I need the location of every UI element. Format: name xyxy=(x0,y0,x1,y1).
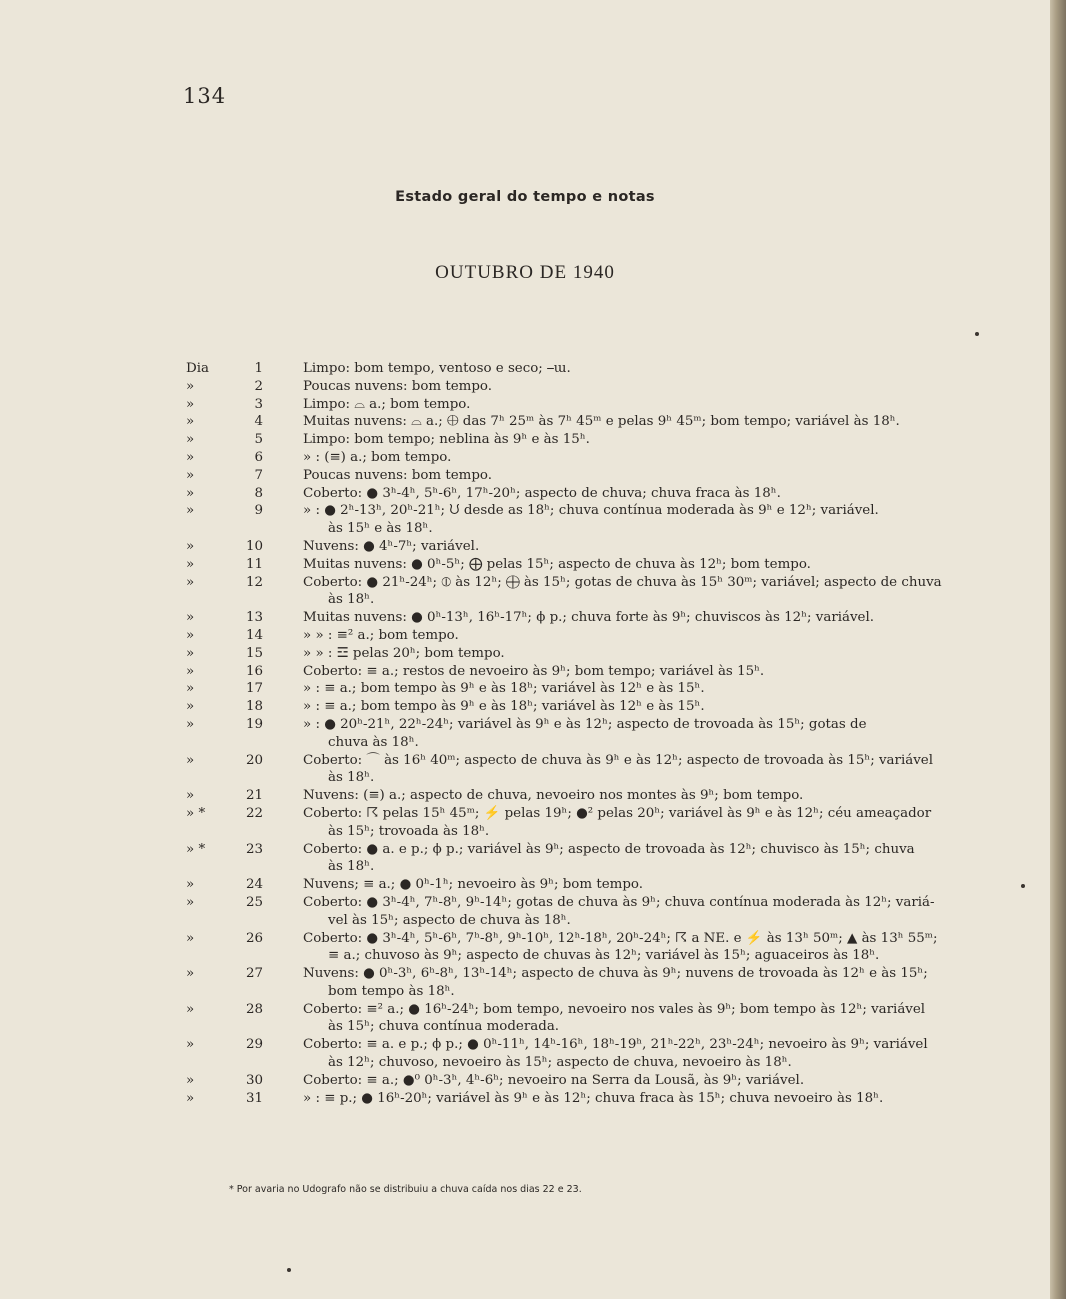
ditto-mark: » xyxy=(186,432,195,448)
ditto-mark: » xyxy=(186,1072,195,1088)
entry-text xyxy=(303,805,963,841)
entry-continuation: vel às 15ʰ; aspecto de chuva às 18ʰ. xyxy=(328,912,571,928)
ditto-mark: » xyxy=(186,1090,195,1106)
list-item xyxy=(0,431,1050,449)
ditto-mark: » xyxy=(186,752,195,768)
footnote: * Por avaria no Udografo não se distribuiu a chuva caída nos dias 22 e 23. xyxy=(229,1184,582,1195)
list-item xyxy=(0,556,1050,574)
entry-line: Coberto: ≡ a.; ●⁰ 0ʰ-3ʰ, 4ʰ-6ʰ; nevoeiro na Serra da Lousã, às 9ʰ; variável. xyxy=(303,1072,805,1088)
list-item xyxy=(0,360,1050,378)
ditto-mark: » xyxy=(186,467,195,483)
entry-line: » » : ≡² a.; bom tempo. xyxy=(303,627,459,643)
list-item xyxy=(0,787,1050,805)
ditto-mark: » xyxy=(186,716,195,732)
ditto-mark: » xyxy=(186,485,195,501)
list-item xyxy=(0,1036,1050,1072)
list-item xyxy=(0,627,1050,645)
list-item xyxy=(0,680,1050,698)
entry-text xyxy=(303,609,963,627)
entry-line: Poucas nuvens: bom tempo. xyxy=(303,467,493,483)
entry-line: Muitas nuvens: ● 0ʰ-13ʰ, 16ʰ-17ʰ; ϕ p.; chuva forte às 9ʰ; chuviscos às 12ʰ; variável. xyxy=(303,610,875,626)
entry-line: Coberto: ☈ pelas 15ʰ 45ᵐ; ⚡ pelas 19ʰ; ●² pelas 20ʰ; variável às 9ʰ e às 12ʰ; céu ameaçador xyxy=(303,805,932,821)
list-item xyxy=(0,467,1050,485)
ditto-mark: » xyxy=(186,1037,195,1053)
ink-speck xyxy=(975,332,979,336)
ditto-mark: » xyxy=(186,503,195,519)
ditto-mark: » xyxy=(186,966,195,982)
entry-line: Nuvens: (≡) a.; aspecto de chuva, nevoeiro nos montes às 9ʰ; bom tempo. xyxy=(303,788,804,804)
entry-line: Muitas nuvens: ● 0ʰ-5ʰ; ⨁ pelas 15ʰ; aspecto de chuva às 12ʰ; bom tempo. xyxy=(303,556,811,572)
entry-line: Coberto: ● a. e p.; ϕ p.; variável às 9ʰ; aspecto de trovoada às 12ʰ; chuvisco às 15ʰ; chuva xyxy=(303,841,915,857)
list-item xyxy=(0,574,1050,610)
entry-text xyxy=(303,752,963,788)
ditto-mark: » xyxy=(186,788,195,804)
entry-text xyxy=(303,1090,963,1108)
entry-text xyxy=(303,556,963,574)
entry-text xyxy=(303,431,963,449)
entry-line: Coberto: ● 3ʰ-4ʰ, 5ʰ-6ʰ, 7ʰ-8ʰ, 9ʰ-10ʰ, 12ʰ-18ʰ, 20ʰ-24ʰ; ☈ a NE. e ⚡ às 13ʰ 50ᵐ; ▲ às 13ʰ 55ᵐ; xyxy=(303,930,938,946)
entry-line: Limpo: bom tempo, ventoso e seco; ⎯ɯ. xyxy=(303,361,571,376)
day-number: 7 xyxy=(254,467,263,483)
ditto-mark: » xyxy=(186,396,195,412)
ditto-mark: » xyxy=(186,1001,195,1017)
entry-line: Poucas nuvens: bom tempo. xyxy=(303,378,493,394)
day-number: 18 xyxy=(245,699,263,715)
entry-text xyxy=(303,360,963,378)
list-item xyxy=(0,716,1050,752)
entry-continuation: às 15ʰ; chuva contínua moderada. xyxy=(328,1019,560,1035)
entry-text xyxy=(303,930,963,966)
entry-line: Limpo: ⌓ a.; bom tempo. xyxy=(303,396,471,412)
list-item xyxy=(0,485,1050,503)
entry-text xyxy=(303,449,963,467)
entry-line: » : (≡) a.; bom tempo. xyxy=(303,449,452,465)
list-item xyxy=(0,663,1050,681)
ditto-mark: Dia xyxy=(186,361,210,376)
book-spine-shadow xyxy=(1050,0,1066,1299)
entry-line: » : ≡ a.; bom tempo às 9ʰ e às 18ʰ; variável às 12ʰ e às 15ʰ. xyxy=(303,681,705,697)
day-number: 25 xyxy=(245,894,263,910)
ditto-mark: » xyxy=(186,556,195,572)
ditto-mark: » xyxy=(186,645,195,661)
entry-continuation: às 15ʰ e às 18ʰ. xyxy=(328,521,433,537)
entry-text xyxy=(303,502,963,538)
ditto-mark: » xyxy=(186,681,195,697)
entry-text xyxy=(303,716,963,752)
day-number: 14 xyxy=(245,627,263,643)
day-number: 8 xyxy=(254,485,263,501)
list-item xyxy=(0,645,1050,663)
month-heading: OUTUBRO DE 1940 xyxy=(435,262,615,283)
ditto-mark: » xyxy=(186,894,195,910)
list-item xyxy=(0,876,1050,894)
entry-line: Coberto: ≡ a. e p.; ϕ p.; ● 0ʰ-11ʰ, 14ʰ-16ʰ, 18ʰ-19ʰ, 21ʰ-22ʰ, 23ʰ-24ʰ; nevoeiro às 9ʰ; variável xyxy=(303,1037,928,1053)
ditto-mark: » xyxy=(186,414,195,430)
entry-text xyxy=(303,574,963,610)
day-number: 11 xyxy=(245,556,263,572)
entry-text xyxy=(303,485,963,503)
entry-text xyxy=(303,680,963,698)
page-number: 134 xyxy=(183,84,227,108)
entry-text xyxy=(303,965,963,1001)
entry-continuation: às 18ʰ. xyxy=(328,592,375,608)
day-number: 4 xyxy=(254,414,263,430)
entry-text xyxy=(303,894,963,930)
ditto-mark: » xyxy=(186,930,195,946)
entry-text xyxy=(303,876,963,894)
day-number: 1 xyxy=(254,361,263,376)
entry-continuation: chuva às 18ʰ. xyxy=(328,734,419,750)
entry-continuation: às 12ʰ; chuvoso, nevoeiro às 15ʰ; aspecto de chuva, nevoeiro às 18ʰ. xyxy=(328,1055,792,1071)
day-number: 15 xyxy=(245,645,263,661)
ditto-mark: » xyxy=(186,699,195,715)
list-item xyxy=(0,894,1050,930)
entry-line: Coberto: ● 21ʰ-24ʰ; ⦶ às 12ʰ; ⨁ às 15ʰ; gotas de chuva às 15ʰ 30ᵐ; variável; aspecto de chuva xyxy=(303,574,942,590)
ditto-mark: » xyxy=(186,449,195,465)
entry-line: Nuvens: ● 0ʰ-3ʰ, 6ʰ-8ʰ, 13ʰ-14ʰ; aspecto de chuva às 9ʰ; nuvens de trovoada às 12ʰ e às 15ʰ; xyxy=(303,966,928,982)
ditto-mark: » xyxy=(186,627,195,643)
entry-text xyxy=(303,467,963,485)
entry-continuation: às 18ʰ. xyxy=(328,859,375,875)
entry-line: Coberto: ● 3ʰ-4ʰ, 7ʰ-8ʰ, 9ʰ-14ʰ; gotas de chuva às 9ʰ; chuva contínua moderada às 12ʰ; variá- xyxy=(303,894,935,910)
list-item xyxy=(0,1072,1050,1090)
list-item xyxy=(0,1001,1050,1037)
entry-line: Nuvens; ≡ a.; ● 0ʰ-1ʰ; nevoeiro às 9ʰ; bom tempo. xyxy=(303,877,643,893)
entry-line: Nuvens: ● 4ʰ-7ʰ; variável. xyxy=(303,538,480,554)
entry-text xyxy=(303,396,963,414)
ink-speck xyxy=(1021,884,1025,888)
entry-text xyxy=(303,1001,963,1037)
entry-continuation: às 18ʰ. xyxy=(328,770,375,786)
entry-text xyxy=(303,538,963,556)
day-number: 12 xyxy=(245,574,263,590)
entry-line: Coberto: ≡ a.; restos de nevoeiro às 9ʰ; bom tempo; variável às 15ʰ. xyxy=(303,663,765,679)
entry-text xyxy=(303,627,963,645)
ditto-mark: » xyxy=(186,538,195,554)
entry-text xyxy=(303,645,963,663)
day-number: 13 xyxy=(245,610,263,626)
day-number: 10 xyxy=(245,538,263,554)
day-number: 28 xyxy=(245,1001,263,1017)
entry-text xyxy=(303,1072,963,1090)
day-number: 17 xyxy=(245,681,263,697)
day-number: 21 xyxy=(245,788,263,804)
ditto-mark: » xyxy=(186,663,195,679)
entry-text xyxy=(303,841,963,877)
day-number: 24 xyxy=(245,877,263,893)
list-item xyxy=(0,841,1050,877)
ditto-mark: » xyxy=(186,574,195,590)
day-number: 16 xyxy=(245,663,263,679)
entry-line: » : ≡ a.; bom tempo às 9ʰ e às 18ʰ; variável às 12ʰ e às 15ʰ. xyxy=(303,699,705,715)
entry-line: » » : ☲ pelas 20ʰ; bom tempo. xyxy=(303,645,505,661)
entry-line: Coberto: ≡² a.; ● 16ʰ-24ʰ; bom tempo, nevoeiro nos vales às 9ʰ; bom tempo às 12ʰ; variável xyxy=(303,1001,926,1017)
day-number: 19 xyxy=(245,716,263,732)
weather-entries-list xyxy=(0,360,1050,1107)
entry-continuation: ≡ a.; chuvoso às 9ʰ; aspecto de chuvas às 12ʰ; variável às 15ʰ; aguaceiros às 18ʰ. xyxy=(328,948,880,964)
entry-line: Coberto: ⌒ às 16ʰ 40ᵐ; aspecto de chuva às 9ʰ e às 12ʰ; aspecto de trovoada às 15ʰ; variável xyxy=(303,752,933,768)
entry-text xyxy=(303,663,963,681)
list-item xyxy=(0,449,1050,467)
ditto-mark: » xyxy=(186,877,195,893)
day-number: 30 xyxy=(245,1072,263,1088)
list-item xyxy=(0,752,1050,788)
entry-line: » : ● 20ʰ-21ʰ, 22ʰ-24ʰ; variável às 9ʰ e às 12ʰ; aspecto de trovoada às 15ʰ; gotas de xyxy=(303,716,867,732)
day-number: 6 xyxy=(254,449,263,465)
entry-line: Limpo: bom tempo; neblina às 9ʰ e às 15ʰ. xyxy=(303,432,590,448)
entry-line: » : ≡ p.; ● 16ʰ-20ʰ; variável às 9ʰ e às 12ʰ; chuva fraca às 15ʰ; chuva nevoeiro às 18ʰ. xyxy=(303,1090,884,1106)
day-number: 27 xyxy=(245,966,263,982)
list-item xyxy=(0,698,1050,716)
day-number: 3 xyxy=(254,396,263,412)
ditto-mark: » xyxy=(186,378,195,394)
list-item xyxy=(0,538,1050,556)
entry-line: Muitas nuvens: ⌓ a.; ⨁ das 7ʰ 25ᵐ às 7ʰ 45ᵐ e pelas 9ʰ 45ᵐ; bom tempo; variável às 18ʰ. xyxy=(303,414,900,430)
entry-text xyxy=(303,413,963,431)
list-item xyxy=(0,378,1050,396)
day-number: 9 xyxy=(254,503,263,519)
entry-text xyxy=(303,1036,963,1072)
list-item xyxy=(0,502,1050,538)
list-item xyxy=(0,413,1050,431)
ditto-mark: » * xyxy=(186,805,206,821)
list-item xyxy=(0,965,1050,1001)
entry-text xyxy=(303,787,963,805)
ditto-mark: » * xyxy=(186,841,206,857)
list-item xyxy=(0,1090,1050,1108)
day-number: 23 xyxy=(245,841,263,857)
entry-continuation: às 15ʰ; trovoada às 18ʰ. xyxy=(328,823,490,839)
entry-line: » : ● 2ʰ-13ʰ, 20ʰ-21ʰ; ᙀ desde as 18ʰ; chuva contínua moderada às 9ʰ e 12ʰ; variável. xyxy=(303,503,879,519)
day-number: 2 xyxy=(254,378,263,394)
ink-speck xyxy=(287,1268,291,1272)
day-number: 20 xyxy=(245,752,263,768)
day-number: 26 xyxy=(245,930,263,946)
list-item xyxy=(0,396,1050,414)
day-number: 22 xyxy=(245,805,263,821)
ditto-mark: » xyxy=(186,610,195,626)
entry-text xyxy=(303,378,963,396)
day-number: 31 xyxy=(245,1090,263,1106)
list-item xyxy=(0,805,1050,841)
entry-text xyxy=(303,698,963,716)
list-item xyxy=(0,930,1050,966)
day-number: 29 xyxy=(245,1037,263,1053)
page-title: Estado geral do tempo e notas xyxy=(395,189,655,205)
entry-continuation: bom tempo às 18ʰ. xyxy=(328,983,455,999)
entry-line: Coberto: ● 3ʰ-4ʰ, 5ʰ-6ʰ, 17ʰ-20ʰ; aspecto de chuva; chuva fraca às 18ʰ. xyxy=(303,485,781,501)
list-item xyxy=(0,609,1050,627)
day-number: 5 xyxy=(254,432,263,448)
